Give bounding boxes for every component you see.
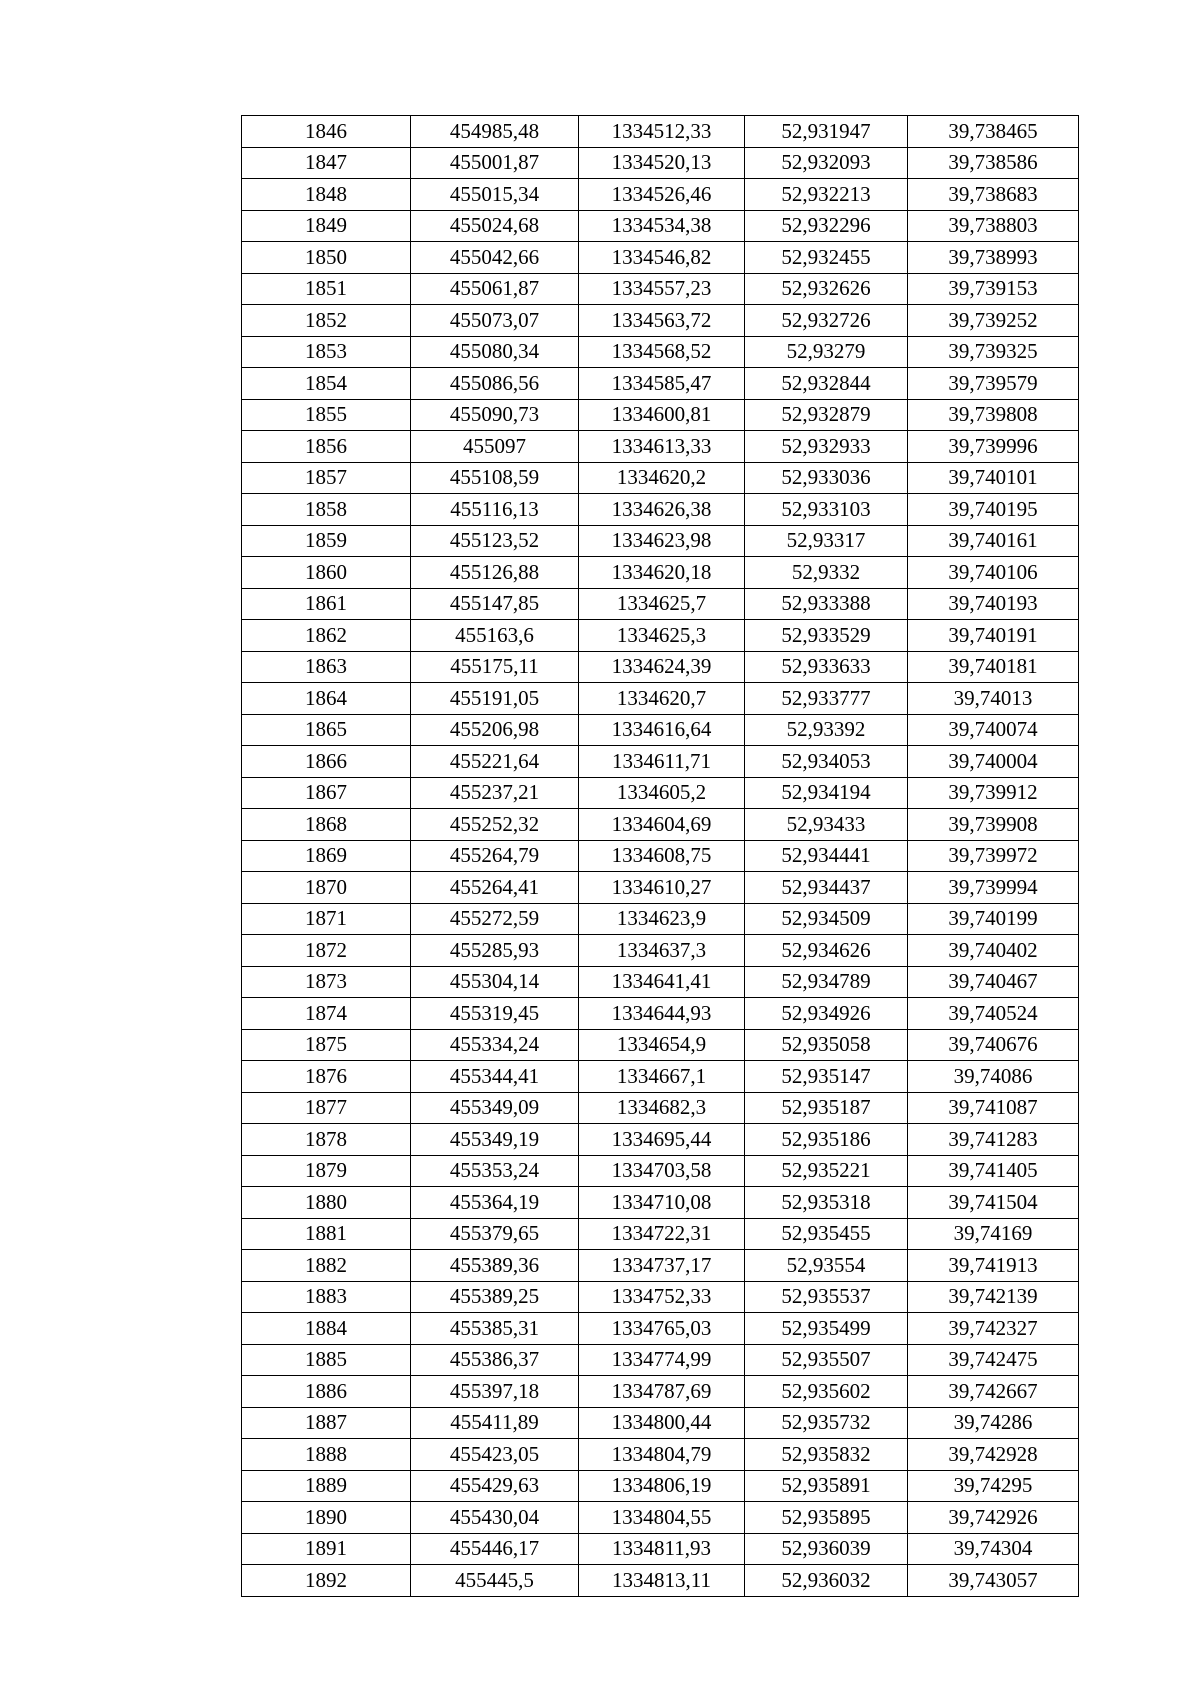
y-coordinate-cell: 1334811,93 <box>579 1533 745 1565</box>
longitude-cell: 39,74295 <box>908 1470 1079 1502</box>
latitude-cell: 52,931947 <box>745 116 908 148</box>
latitude-cell: 52,93392 <box>745 714 908 746</box>
latitude-cell: 52,93279 <box>745 336 908 368</box>
latitude-cell: 52,933036 <box>745 462 908 494</box>
point-number-cell: 1853 <box>242 336 411 368</box>
x-coordinate-cell: 455334,24 <box>411 1029 579 1061</box>
point-number-cell: 1879 <box>242 1155 411 1187</box>
x-coordinate-cell: 455001,87 <box>411 147 579 179</box>
point-number-cell: 1850 <box>242 242 411 274</box>
x-coordinate-cell: 455272,59 <box>411 903 579 935</box>
latitude-cell: 52,934626 <box>745 935 908 967</box>
y-coordinate-cell: 1334526,46 <box>579 179 745 211</box>
x-coordinate-cell: 455086,56 <box>411 368 579 400</box>
table-row <box>242 935 1079 967</box>
latitude-cell: 52,932933 <box>745 431 908 463</box>
x-coordinate-cell: 455097 <box>411 431 579 463</box>
y-coordinate-cell: 1334813,11 <box>579 1565 745 1597</box>
y-coordinate-cell: 1334806,19 <box>579 1470 745 1502</box>
latitude-cell: 52,932455 <box>745 242 908 274</box>
x-coordinate-cell: 455264,41 <box>411 872 579 904</box>
x-coordinate-cell: 455015,34 <box>411 179 579 211</box>
x-coordinate-cell: 455379,65 <box>411 1218 579 1250</box>
y-coordinate-cell: 1334682,3 <box>579 1092 745 1124</box>
y-coordinate-cell: 1334710,08 <box>579 1187 745 1219</box>
x-coordinate-cell: 455080,34 <box>411 336 579 368</box>
point-number-cell: 1881 <box>242 1218 411 1250</box>
table-row <box>242 1250 1079 1282</box>
point-number-cell: 1859 <box>242 525 411 557</box>
y-coordinate-cell: 1334641,41 <box>579 966 745 998</box>
longitude-cell: 39,738683 <box>908 179 1079 211</box>
latitude-cell: 52,9332 <box>745 557 908 589</box>
x-coordinate-cell: 455386,37 <box>411 1344 579 1376</box>
latitude-cell: 52,932844 <box>745 368 908 400</box>
table-row <box>242 966 1079 998</box>
longitude-cell: 39,742475 <box>908 1344 1079 1376</box>
latitude-cell: 52,932213 <box>745 179 908 211</box>
x-coordinate-cell: 455090,73 <box>411 399 579 431</box>
table-row <box>242 179 1079 211</box>
longitude-cell: 39,739972 <box>908 840 1079 872</box>
x-coordinate-cell: 454985,48 <box>411 116 579 148</box>
table-row <box>242 588 1079 620</box>
table-row <box>242 1061 1079 1093</box>
point-number-cell: 1865 <box>242 714 411 746</box>
y-coordinate-cell: 1334610,27 <box>579 872 745 904</box>
x-coordinate-cell: 455206,98 <box>411 714 579 746</box>
table-row <box>242 147 1079 179</box>
table-row <box>242 777 1079 809</box>
y-coordinate-cell: 1334703,58 <box>579 1155 745 1187</box>
x-coordinate-cell: 455349,19 <box>411 1124 579 1156</box>
latitude-cell: 52,93554 <box>745 1250 908 1282</box>
longitude-cell: 39,742928 <box>908 1439 1079 1471</box>
latitude-cell: 52,93317 <box>745 525 908 557</box>
table-row <box>242 872 1079 904</box>
y-coordinate-cell: 1334534,38 <box>579 210 745 242</box>
longitude-cell: 39,741504 <box>908 1187 1079 1219</box>
x-coordinate-cell: 455116,13 <box>411 494 579 526</box>
latitude-cell: 52,935318 <box>745 1187 908 1219</box>
point-number-cell: 1851 <box>242 273 411 305</box>
x-coordinate-cell: 455411,89 <box>411 1407 579 1439</box>
longitude-cell: 39,742139 <box>908 1281 1079 1313</box>
point-number-cell: 1891 <box>242 1533 411 1565</box>
latitude-cell: 52,936039 <box>745 1533 908 1565</box>
longitude-cell: 39,740004 <box>908 746 1079 778</box>
point-number-cell: 1880 <box>242 1187 411 1219</box>
x-coordinate-cell: 455353,24 <box>411 1155 579 1187</box>
point-number-cell: 1871 <box>242 903 411 935</box>
point-number-cell: 1861 <box>242 588 411 620</box>
table-row <box>242 903 1079 935</box>
point-number-cell: 1877 <box>242 1092 411 1124</box>
table-row <box>242 1470 1079 1502</box>
point-number-cell: 1884 <box>242 1313 411 1345</box>
point-number-cell: 1885 <box>242 1344 411 1376</box>
table-row <box>242 1124 1079 1156</box>
longitude-cell: 39,738803 <box>908 210 1079 242</box>
x-coordinate-cell: 455061,87 <box>411 273 579 305</box>
x-coordinate-cell: 455344,41 <box>411 1061 579 1093</box>
point-number-cell: 1890 <box>242 1502 411 1534</box>
table-row <box>242 1344 1079 1376</box>
point-number-cell: 1886 <box>242 1376 411 1408</box>
table-row <box>242 494 1079 526</box>
table-row <box>242 242 1079 274</box>
y-coordinate-cell: 1334620,2 <box>579 462 745 494</box>
x-coordinate-cell: 455385,31 <box>411 1313 579 1345</box>
longitude-cell: 39,740193 <box>908 588 1079 620</box>
y-coordinate-cell: 1334613,33 <box>579 431 745 463</box>
longitude-cell: 39,740181 <box>908 651 1079 683</box>
table-row <box>242 368 1079 400</box>
x-coordinate-cell: 455252,32 <box>411 809 579 841</box>
table-row <box>242 462 1079 494</box>
point-number-cell: 1888 <box>242 1439 411 1471</box>
latitude-cell: 52,932879 <box>745 399 908 431</box>
longitude-cell: 39,74304 <box>908 1533 1079 1565</box>
x-coordinate-cell: 455423,05 <box>411 1439 579 1471</box>
y-coordinate-cell: 1334620,18 <box>579 557 745 589</box>
longitude-cell: 39,739994 <box>908 872 1079 904</box>
latitude-cell: 52,932296 <box>745 210 908 242</box>
latitude-cell: 52,935147 <box>745 1061 908 1093</box>
point-number-cell: 1862 <box>242 620 411 652</box>
point-number-cell: 1852 <box>242 305 411 337</box>
point-number-cell: 1887 <box>242 1407 411 1439</box>
latitude-cell: 52,935537 <box>745 1281 908 1313</box>
table-row <box>242 840 1079 872</box>
latitude-cell: 52,933777 <box>745 683 908 715</box>
longitude-cell: 39,739252 <box>908 305 1079 337</box>
longitude-cell: 39,739808 <box>908 399 1079 431</box>
latitude-cell: 52,934441 <box>745 840 908 872</box>
longitude-cell: 39,742926 <box>908 1502 1079 1534</box>
y-coordinate-cell: 1334568,52 <box>579 336 745 368</box>
longitude-cell: 39,741913 <box>908 1250 1079 1282</box>
longitude-cell: 39,74086 <box>908 1061 1079 1093</box>
y-coordinate-cell: 1334626,38 <box>579 494 745 526</box>
longitude-cell: 39,740195 <box>908 494 1079 526</box>
point-number-cell: 1863 <box>242 651 411 683</box>
y-coordinate-cell: 1334804,55 <box>579 1502 745 1534</box>
table-row <box>242 1533 1079 1565</box>
x-coordinate-cell: 455304,14 <box>411 966 579 998</box>
longitude-cell: 39,743057 <box>908 1565 1079 1597</box>
latitude-cell: 52,935499 <box>745 1313 908 1345</box>
longitude-cell: 39,74286 <box>908 1407 1079 1439</box>
x-coordinate-cell: 455446,17 <box>411 1533 579 1565</box>
longitude-cell: 39,740101 <box>908 462 1079 494</box>
table-row <box>242 683 1079 715</box>
table-row <box>242 210 1079 242</box>
longitude-cell: 39,74013 <box>908 683 1079 715</box>
point-number-cell: 1847 <box>242 147 411 179</box>
y-coordinate-cell: 1334637,3 <box>579 935 745 967</box>
point-number-cell: 1855 <box>242 399 411 431</box>
table-row <box>242 1281 1079 1313</box>
y-coordinate-cell: 1334654,9 <box>579 1029 745 1061</box>
point-number-cell: 1873 <box>242 966 411 998</box>
y-coordinate-cell: 1334605,2 <box>579 777 745 809</box>
table-row <box>242 998 1079 1030</box>
table-row <box>242 1565 1079 1597</box>
y-coordinate-cell: 1334611,71 <box>579 746 745 778</box>
point-number-cell: 1883 <box>242 1281 411 1313</box>
point-number-cell: 1860 <box>242 557 411 589</box>
longitude-cell: 39,741087 <box>908 1092 1079 1124</box>
latitude-cell: 52,935602 <box>745 1376 908 1408</box>
point-number-cell: 1878 <box>242 1124 411 1156</box>
y-coordinate-cell: 1334585,47 <box>579 368 745 400</box>
longitude-cell: 39,742667 <box>908 1376 1079 1408</box>
longitude-cell: 39,740524 <box>908 998 1079 1030</box>
y-coordinate-cell: 1334557,23 <box>579 273 745 305</box>
y-coordinate-cell: 1334737,17 <box>579 1250 745 1282</box>
longitude-cell: 39,742327 <box>908 1313 1079 1345</box>
table-row <box>242 1376 1079 1408</box>
point-number-cell: 1849 <box>242 210 411 242</box>
y-coordinate-cell: 1334800,44 <box>579 1407 745 1439</box>
x-coordinate-cell: 455285,93 <box>411 935 579 967</box>
point-number-cell: 1868 <box>242 809 411 841</box>
y-coordinate-cell: 1334600,81 <box>579 399 745 431</box>
point-number-cell: 1874 <box>242 998 411 1030</box>
x-coordinate-cell: 455319,45 <box>411 998 579 1030</box>
y-coordinate-cell: 1334604,69 <box>579 809 745 841</box>
y-coordinate-cell: 1334624,39 <box>579 651 745 683</box>
table-row <box>242 714 1079 746</box>
table-row <box>242 1029 1079 1061</box>
table-row <box>242 1092 1079 1124</box>
x-coordinate-cell: 455024,68 <box>411 210 579 242</box>
latitude-cell: 52,932626 <box>745 273 908 305</box>
point-number-cell: 1866 <box>242 746 411 778</box>
table-row <box>242 1439 1079 1471</box>
point-number-cell: 1889 <box>242 1470 411 1502</box>
y-coordinate-cell: 1334625,3 <box>579 620 745 652</box>
point-number-cell: 1848 <box>242 179 411 211</box>
y-coordinate-cell: 1334804,79 <box>579 1439 745 1471</box>
longitude-cell: 39,738993 <box>908 242 1079 274</box>
x-coordinate-cell: 455163,6 <box>411 620 579 652</box>
coordinates-table-body <box>242 116 1079 1597</box>
y-coordinate-cell: 1334563,72 <box>579 305 745 337</box>
latitude-cell: 52,935891 <box>745 1470 908 1502</box>
table-row <box>242 116 1079 148</box>
longitude-cell: 39,740467 <box>908 966 1079 998</box>
x-coordinate-cell: 455221,64 <box>411 746 579 778</box>
longitude-cell: 39,739912 <box>908 777 1079 809</box>
x-coordinate-cell: 455389,36 <box>411 1250 579 1282</box>
point-number-cell: 1875 <box>242 1029 411 1061</box>
latitude-cell: 52,933633 <box>745 651 908 683</box>
point-number-cell: 1858 <box>242 494 411 526</box>
y-coordinate-cell: 1334616,64 <box>579 714 745 746</box>
x-coordinate-cell: 455429,63 <box>411 1470 579 1502</box>
x-coordinate-cell: 455126,88 <box>411 557 579 589</box>
coordinates-table <box>241 115 1079 1597</box>
x-coordinate-cell: 455364,19 <box>411 1187 579 1219</box>
latitude-cell: 52,933388 <box>745 588 908 620</box>
point-number-cell: 1867 <box>242 777 411 809</box>
table-row <box>242 1313 1079 1345</box>
point-number-cell: 1882 <box>242 1250 411 1282</box>
latitude-cell: 52,935186 <box>745 1124 908 1156</box>
latitude-cell: 52,936032 <box>745 1565 908 1597</box>
latitude-cell: 52,934789 <box>745 966 908 998</box>
latitude-cell: 52,935732 <box>745 1407 908 1439</box>
x-coordinate-cell: 455147,85 <box>411 588 579 620</box>
table-row <box>242 651 1079 683</box>
latitude-cell: 52,935455 <box>745 1218 908 1250</box>
table-row <box>242 1187 1079 1219</box>
longitude-cell: 39,741405 <box>908 1155 1079 1187</box>
longitude-cell: 39,741283 <box>908 1124 1079 1156</box>
longitude-cell: 39,739579 <box>908 368 1079 400</box>
point-number-cell: 1892 <box>242 1565 411 1597</box>
y-coordinate-cell: 1334623,98 <box>579 525 745 557</box>
point-number-cell: 1864 <box>242 683 411 715</box>
y-coordinate-cell: 1334520,13 <box>579 147 745 179</box>
point-number-cell: 1876 <box>242 1061 411 1093</box>
table-row <box>242 620 1079 652</box>
latitude-cell: 52,934509 <box>745 903 908 935</box>
point-number-cell: 1872 <box>242 935 411 967</box>
x-coordinate-cell: 455349,09 <box>411 1092 579 1124</box>
longitude-cell: 39,739153 <box>908 273 1079 305</box>
latitude-cell: 52,935832 <box>745 1439 908 1471</box>
x-coordinate-cell: 455445,5 <box>411 1565 579 1597</box>
longitude-cell: 39,740074 <box>908 714 1079 746</box>
table-row <box>242 557 1079 589</box>
x-coordinate-cell: 455073,07 <box>411 305 579 337</box>
x-coordinate-cell: 455108,59 <box>411 462 579 494</box>
y-coordinate-cell: 1334667,1 <box>579 1061 745 1093</box>
y-coordinate-cell: 1334644,93 <box>579 998 745 1030</box>
y-coordinate-cell: 1334625,7 <box>579 588 745 620</box>
latitude-cell: 52,935221 <box>745 1155 908 1187</box>
table-row <box>242 809 1079 841</box>
latitude-cell: 52,935895 <box>745 1502 908 1534</box>
x-coordinate-cell: 455191,05 <box>411 683 579 715</box>
point-number-cell: 1870 <box>242 872 411 904</box>
y-coordinate-cell: 1334623,9 <box>579 903 745 935</box>
latitude-cell: 52,933103 <box>745 494 908 526</box>
table-row <box>242 399 1079 431</box>
table-row <box>242 746 1079 778</box>
x-coordinate-cell: 455042,66 <box>411 242 579 274</box>
longitude-cell: 39,74169 <box>908 1218 1079 1250</box>
latitude-cell: 52,932726 <box>745 305 908 337</box>
latitude-cell: 52,93433 <box>745 809 908 841</box>
y-coordinate-cell: 1334765,03 <box>579 1313 745 1345</box>
y-coordinate-cell: 1334512,33 <box>579 116 745 148</box>
latitude-cell: 52,934194 <box>745 777 908 809</box>
x-coordinate-cell: 455397,18 <box>411 1376 579 1408</box>
table-row <box>242 305 1079 337</box>
latitude-cell: 52,935058 <box>745 1029 908 1061</box>
x-coordinate-cell: 455389,25 <box>411 1281 579 1313</box>
x-coordinate-cell: 455430,04 <box>411 1502 579 1534</box>
longitude-cell: 39,740676 <box>908 1029 1079 1061</box>
y-coordinate-cell: 1334546,82 <box>579 242 745 274</box>
point-number-cell: 1856 <box>242 431 411 463</box>
longitude-cell: 39,738465 <box>908 116 1079 148</box>
point-number-cell: 1857 <box>242 462 411 494</box>
y-coordinate-cell: 1334774,99 <box>579 1344 745 1376</box>
y-coordinate-cell: 1334752,33 <box>579 1281 745 1313</box>
x-coordinate-cell: 455123,52 <box>411 525 579 557</box>
longitude-cell: 39,740199 <box>908 903 1079 935</box>
table-row <box>242 431 1079 463</box>
y-coordinate-cell: 1334695,44 <box>579 1124 745 1156</box>
latitude-cell: 52,935187 <box>745 1092 908 1124</box>
table-row <box>242 336 1079 368</box>
table-row <box>242 525 1079 557</box>
y-coordinate-cell: 1334722,31 <box>579 1218 745 1250</box>
table-row <box>242 1218 1079 1250</box>
latitude-cell: 52,934926 <box>745 998 908 1030</box>
latitude-cell: 52,932093 <box>745 147 908 179</box>
y-coordinate-cell: 1334787,69 <box>579 1376 745 1408</box>
table-row <box>242 1155 1079 1187</box>
longitude-cell: 39,740191 <box>908 620 1079 652</box>
longitude-cell: 39,739908 <box>908 809 1079 841</box>
longitude-cell: 39,740106 <box>908 557 1079 589</box>
longitude-cell: 39,738586 <box>908 147 1079 179</box>
y-coordinate-cell: 1334620,7 <box>579 683 745 715</box>
table-row <box>242 1407 1079 1439</box>
longitude-cell: 39,740402 <box>908 935 1079 967</box>
point-number-cell: 1854 <box>242 368 411 400</box>
longitude-cell: 39,739996 <box>908 431 1079 463</box>
point-number-cell: 1869 <box>242 840 411 872</box>
longitude-cell: 39,739325 <box>908 336 1079 368</box>
point-number-cell: 1846 <box>242 116 411 148</box>
table-row <box>242 1502 1079 1534</box>
latitude-cell: 52,933529 <box>745 620 908 652</box>
x-coordinate-cell: 455175,11 <box>411 651 579 683</box>
latitude-cell: 52,934437 <box>745 872 908 904</box>
x-coordinate-cell: 455264,79 <box>411 840 579 872</box>
y-coordinate-cell: 1334608,75 <box>579 840 745 872</box>
table-row <box>242 273 1079 305</box>
latitude-cell: 52,935507 <box>745 1344 908 1376</box>
latitude-cell: 52,934053 <box>745 746 908 778</box>
longitude-cell: 39,740161 <box>908 525 1079 557</box>
x-coordinate-cell: 455237,21 <box>411 777 579 809</box>
